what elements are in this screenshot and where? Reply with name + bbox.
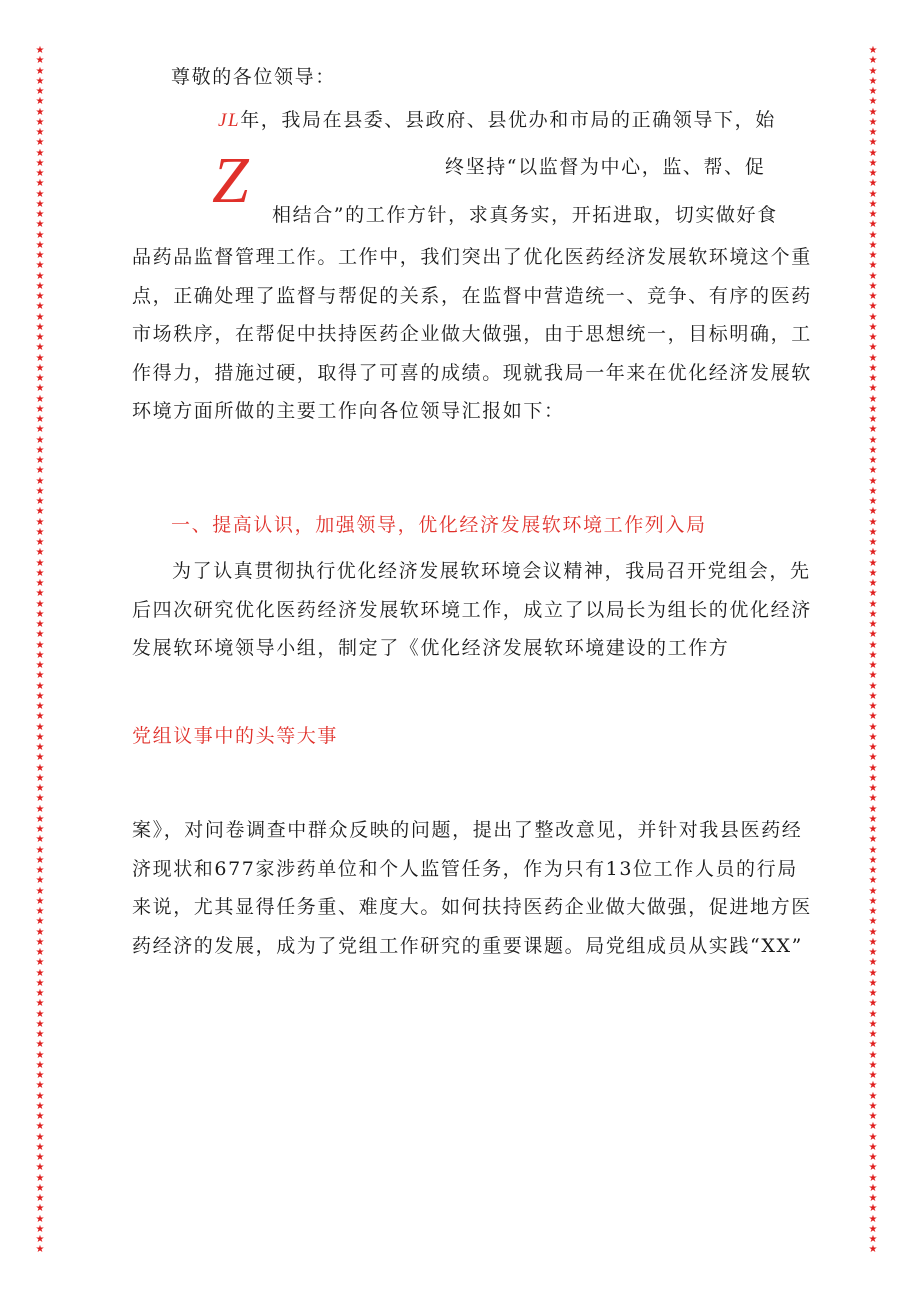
paragraph-1-body: 品药品监督管理工作。工作中，我们突出了优化医药经济发展软环境这个重点，正确处理了监督与帮促的关系，在监督中营造统一、竞争、有序的医药市场秩序，在帮促中扶持医药企业做大做强，由于思想统一，目标明确，工作得力，措施过硬，取得了可喜的成绩。现就我局一年来在优化经济发展软环境方面所做的主要工作向各位领导汇报如下： [132,246,812,422]
paragraph-1-line-3: 相结合”的工作方针，求真务实，开拓进取，切实做好食 [272,204,778,226]
paragraph-1-lead: JL [218,110,241,131]
salutation: 尊敬的各位领导： [171,66,336,88]
paragraph-1-line-1-text: 年，我局在县委、县政府、县优办和市局的正确领导下，始 [240,109,776,131]
paragraph-1-line-2: 终坚持“以监督为中心，监、帮、促 [445,156,766,178]
paragraph-1-line-1 [218,105,818,132]
right-star-border: ★★★★★★★★★★★★★★★★★★★★★★★★★★★★★★★★★★★★★★★★★★★★★★★★★★★★★★★★★★★★★★★★★★★★★★★★★★★★★★★★★★★★★★★★★★★★★★★★★★★★★★★★★★★★★★★★★★★★★★ [868,46,878,1256]
left-star-border: ★★★★★★★★★★★★★★★★★★★★★★★★★★★★★★★★★★★★★★★★★★★★★★★★★★★★★★★★★★★★★★★★★★★★★★★★★★★★★★★★★★★★★★★★★★★★★★★★★★★★★★★★★★★★★★★★★★★★★★ [35,46,45,1256]
paragraph-2: 为了认真贯彻执行优化经济发展软环境会议精神，我局召开党组会，先后四次研究优化医药经济发展软环境工作，成立了以局长为组长的优化经济发展软环境领导小组，制定了《优化经济发展软环境建设的工作方 [132,560,812,659]
section-heading-2: 党组议事中的头等大事 [132,725,339,747]
paragraph-3: 案》，对问卷调查中群众反映的问题，提出了整改意见，并针对我县医药经济现状和677家涉药单位和个人监管任务，作为只有13位工作人员的行局来说，尤其显得任务重、难度大。如何扶持医药企业做大做强，促进地方医药经济的发展，成为了党组工作研究的重要课题。局党组成员从实践“XX” [132,819,812,957]
section-heading-1: 一、提高认识，加强领导，优化经济发展软环境工作列入局 [171,514,707,536]
drop-cap-z: Z [212,144,249,217]
